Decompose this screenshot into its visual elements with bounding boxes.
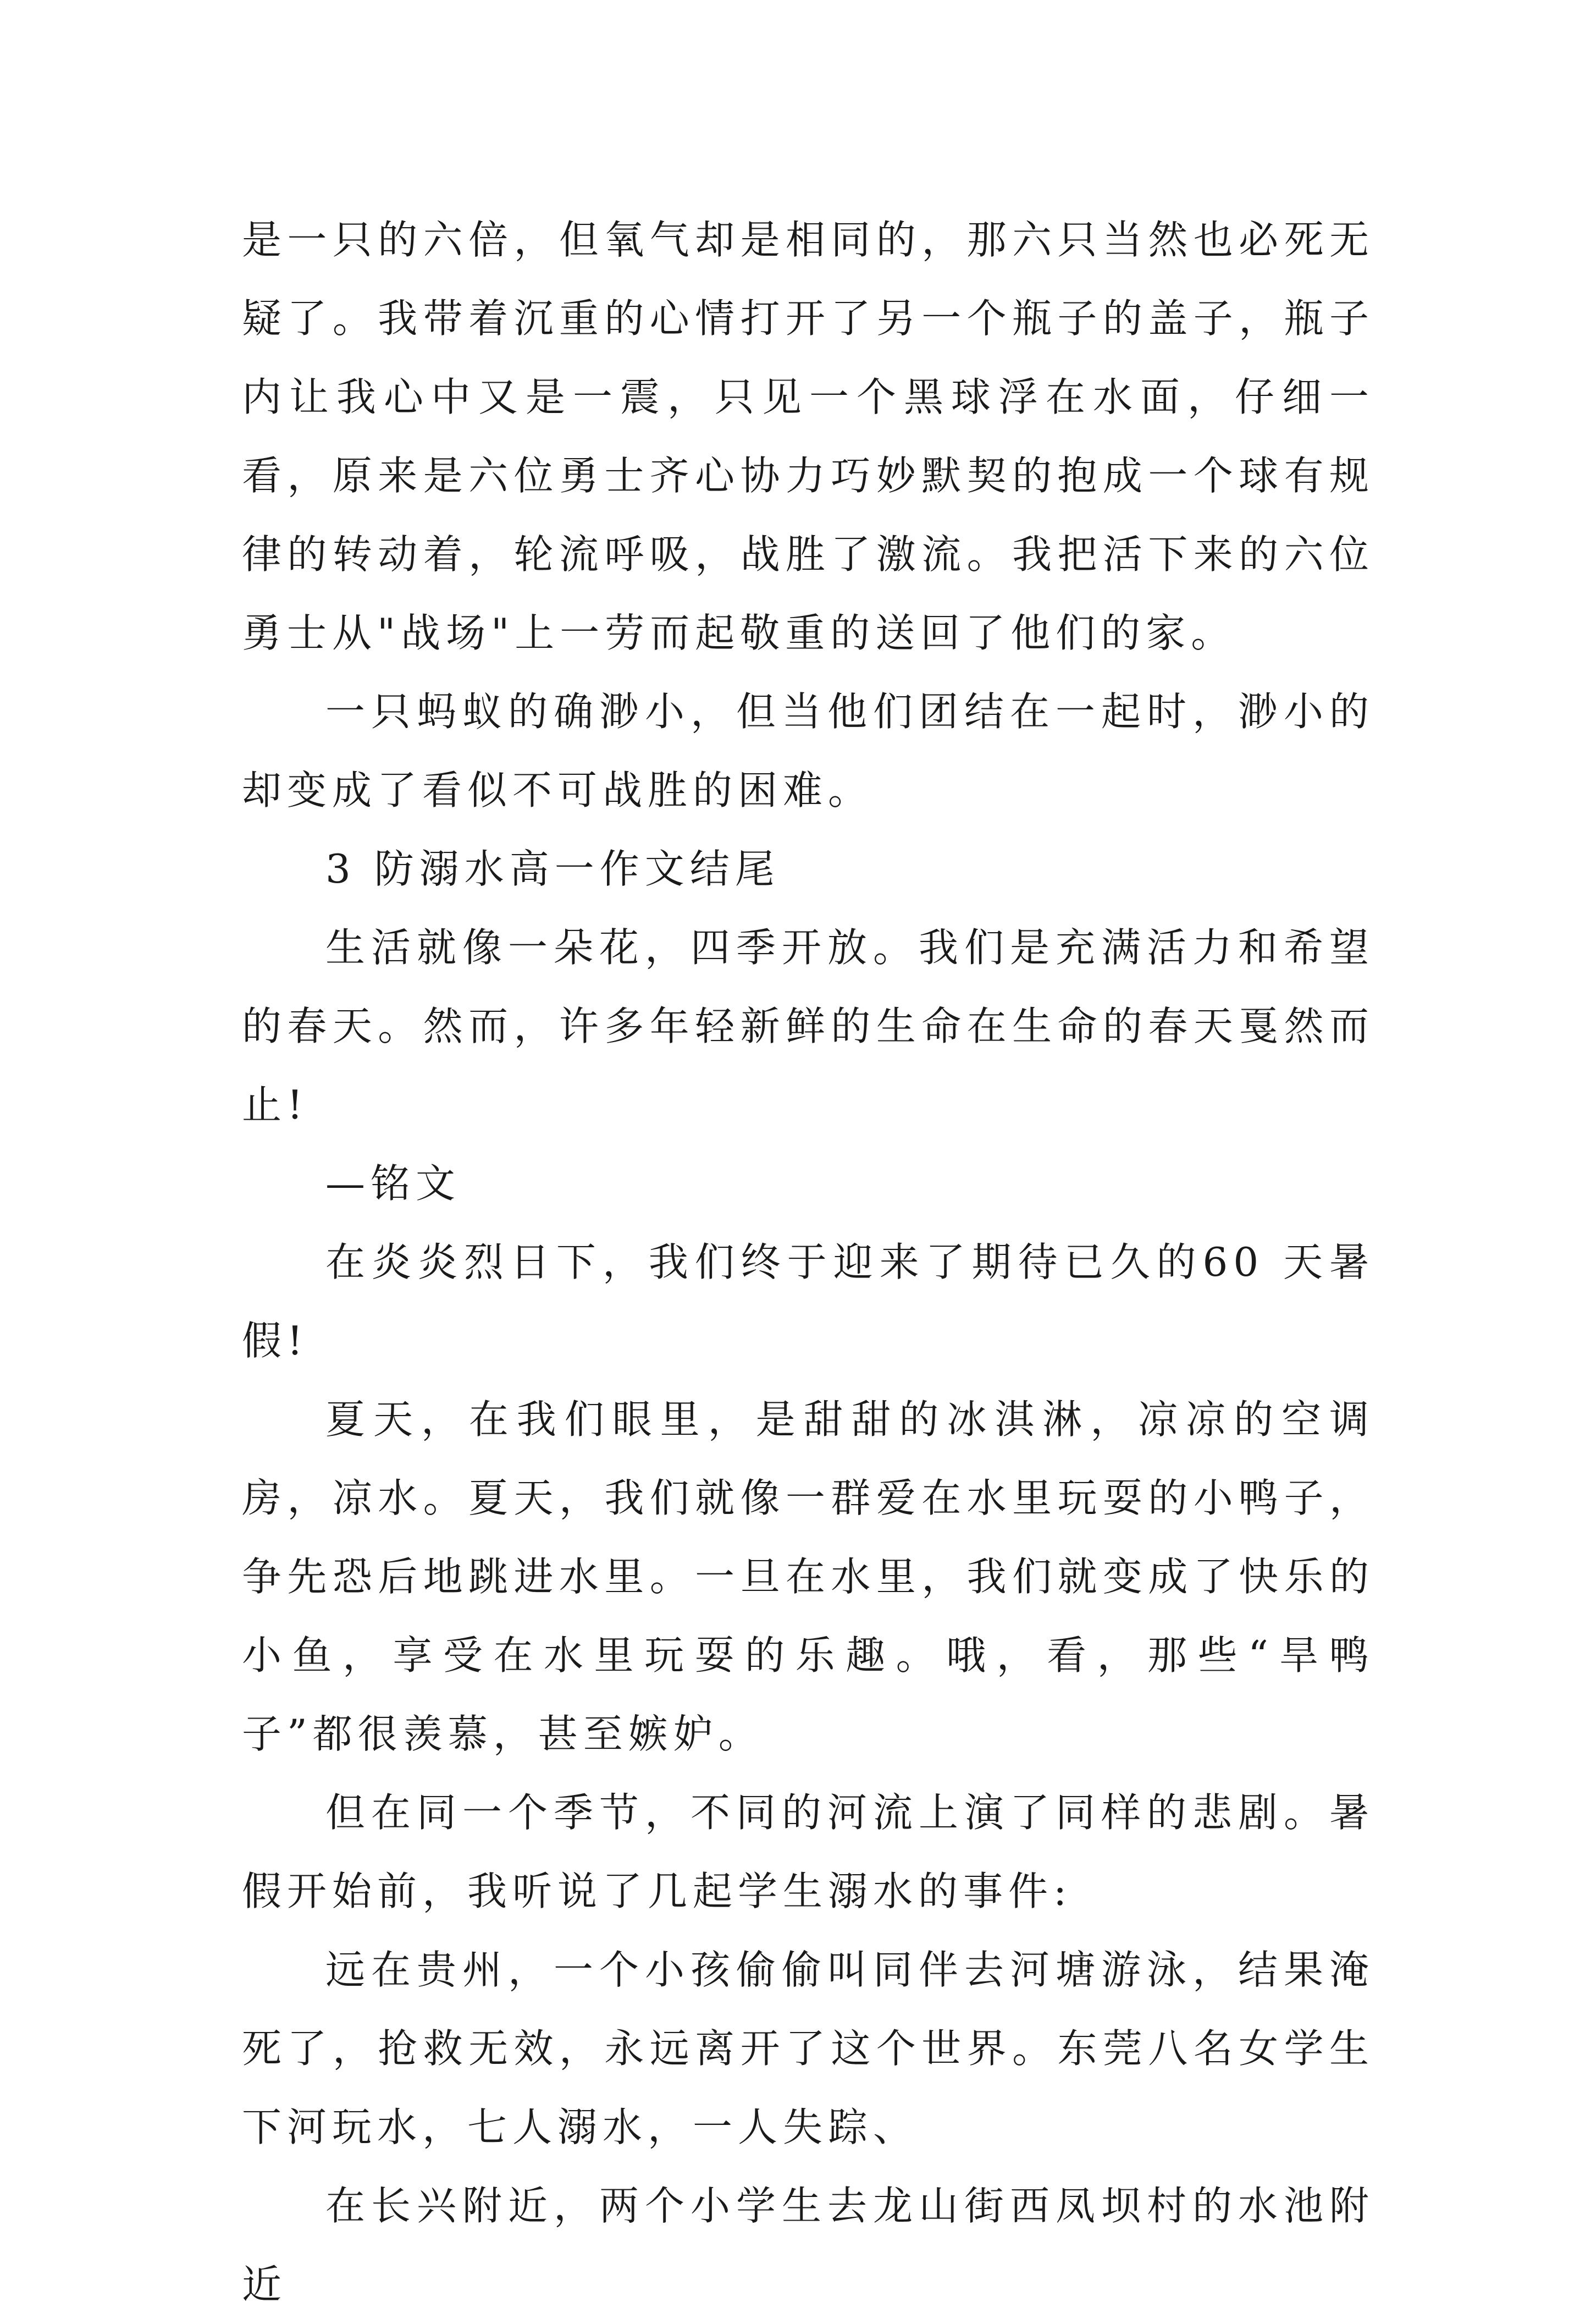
- paragraph-changxing: 在长兴附近，两个小学生去龙山街西凤坝村的水池附近: [242, 2183, 1374, 2308]
- paragraph-ant-conclusion: 一只蚂蚁的确渺小，但当他们团结在一起时，渺小的却变成了看似不可战胜的困难。: [242, 689, 1374, 813]
- section-heading: 3 防溺水高一作文结尾: [325, 846, 780, 892]
- paragraph-tragedy: 但在同一个季节，不同的河流上演了同样的悲剧。暑假开始前，我听说了几起学生溺水的事件:: [242, 1789, 1374, 1914]
- paragraph-continuation: 是一只的六倍，但氧气却是相同的，那六只当然也必死无疑了。我带着沉重的心情打开了另一个瓶子的盖子，瓶子内让我心中又是一震，只见一个黑球浮在水面，仔细一看，原来是六位勇士齐心协力巧妙默契的抱成一个球有规律的转动着，轮流呼吸，战胜了激流。我把活下来的六位勇士从"战场"上一劳而起敬重的送回了他们的家。: [242, 217, 1374, 656]
- paragraph-guizhou: 远在贵州，一个小孩偷偷叫同伴去河塘游泳，结果淹死了，抢救无效，永远离开了这个世界。东莞八名女学生下河玩水，七人溺水，一人失踪、: [242, 1947, 1374, 2150]
- paragraph-summer-vacation: 在炎炎烈日下，我们终于迎来了期待已久的60 天暑假!: [242, 1239, 1374, 1364]
- paragraph-life-flower: 生活就像一朵花，四季开放。我们是充满活力和希望的春天。然而，许多年轻新鲜的生命在生命的春天戛然而止!: [242, 924, 1374, 1128]
- paragraph-summer-fun: 夏天，在我们眼里，是甜甜的冰淇淋，凉凉的空调房，凉水。夏天，我们就像一群爱在水里玩耍的小鸭子，争先恐后地跳进水里。一旦在水里，我们就变成了快乐的小鱼，享受在水里玩耍的乐趣。哦，看，那些“旱鸭子”都很羡慕，甚至嫉妒。: [242, 1396, 1374, 1757]
- paragraph-inscription: —铭文: [325, 1160, 461, 1207]
- body-text: [242, 201, 1374, 2324]
